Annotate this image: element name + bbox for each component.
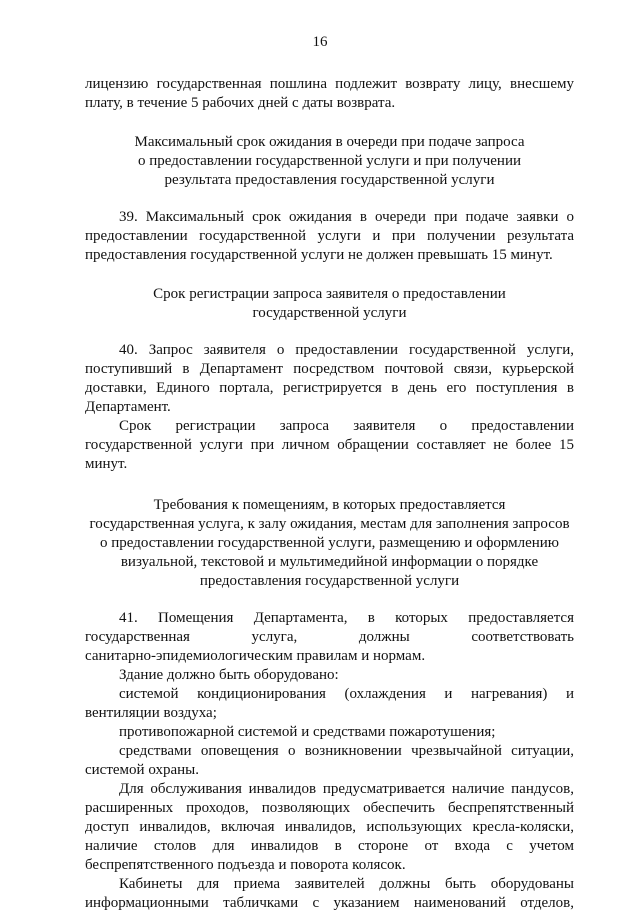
paragraph-line: предоставлении государственной услуги и при получении результата (85, 228, 574, 244)
paragraph-line: наличие столов для инвалидов в стороне от входа с учетом (85, 838, 574, 854)
paragraph-39 (85, 208, 574, 265)
heading-line: Требования к помещениям, в которых предоставляется (153, 497, 506, 513)
equipment-item-ventilation (85, 685, 574, 723)
paragraph-disabled-access (85, 780, 574, 875)
paragraph-line: поступивший в Департамент посредством почтовой связи, курьерской (85, 361, 574, 377)
heading-line: государственной услуги (252, 305, 407, 321)
heading-line: предоставления государственной услуги (199, 573, 460, 589)
heading-line: результата предоставления государственной услуги (164, 172, 495, 188)
equipment-item-alarm (85, 742, 574, 780)
paragraph-line: государственной услуги при личном обращении составляет не более 15 (85, 437, 574, 453)
paragraph-line: доступ инвалидов, включая инвалидов, использующих кресла-коляски, (85, 819, 574, 835)
paragraph-line: системой охраны. (85, 762, 199, 778)
heading-line: государственная услуга, к залу ожидания, местам для заполнения запросов (89, 516, 570, 532)
paragraph-line: минут. (85, 456, 128, 472)
paragraph-line: предоставления государственной услуги не должен превышать 15 минут. (85, 247, 553, 263)
paragraph-line: санитарно-эпидемиологическим правилам и нормам. (85, 648, 426, 664)
paragraph-cabinets (85, 875, 574, 913)
paragraph-line: системой кондиционирования (охлаждения и нагревания) и (119, 686, 574, 702)
paragraph-line: государственная услуга, должны соответствовать (85, 629, 574, 645)
paragraph-line: вентиляции воздуха; (85, 705, 217, 721)
paragraph-line: 39. Максимальный срок ожидания в очереди при подаче заявки о (119, 209, 574, 225)
paragraph-40 (85, 341, 574, 417)
paragraph-line: информационными табличками с указанием наименований отделов, (85, 895, 574, 911)
paragraph-line: доставки, Единого портала, регистрируется в день его поступления в (85, 380, 574, 396)
heading-line: Срок регистрации запроса заявителя о предоставлении (153, 286, 506, 302)
paragraph-line: Срок регистрации запроса заявителя о предоставлении (119, 418, 574, 434)
paragraph-line: Для обслуживания инвалидов предусматривается наличие пандусов, (119, 781, 574, 797)
page-content (85, 75, 574, 913)
paragraph-line: расширенных проходов, позволяющих обеспечить беспрепятственный (85, 800, 574, 816)
paragraph-line: 40. Запрос заявителя о предоставлении государственной услуги, (119, 342, 574, 358)
paragraph-40-registration-time (85, 417, 574, 474)
equipment-item-fire: противопожарной системой и средствами пожаротушения; (119, 724, 496, 740)
paragraph-line: 41. Помещения Департамента, в которых предоставляется (119, 610, 574, 626)
intro-line-1: лицензию государственная пошлина подлежит возврату лицу, внесшему (85, 76, 574, 92)
paragraph-line: Департамент. (85, 399, 171, 415)
paragraph-line: средствами оповещения о возникновении чрезвычайной ситуации, (119, 743, 574, 759)
paragraph-41 (85, 609, 574, 666)
intro-line-2: плату, в течение 5 рабочих дней с даты возврата. (85, 95, 396, 111)
heading-line: Максимальный срок ожидания в очереди при подаче запроса (134, 134, 525, 150)
paragraph-line: беспрепятственного подъезда и поворота колясок. (85, 857, 406, 873)
heading-line: о предоставлении государственной услуги, размещению и оформлению (99, 535, 560, 551)
section-heading-premises (85, 496, 574, 591)
paragraph-line: Кабинеты для приема заявителей должны быть оборудованы (119, 876, 574, 892)
page-number: 16 (312, 34, 328, 50)
section-heading-registration (85, 285, 574, 323)
section-heading-queue (85, 133, 574, 190)
heading-line: визуальной, текстовой и мультимедийной информации о порядке (120, 554, 539, 570)
equipment-intro: Здание должно быть оборудовано: (119, 667, 339, 683)
heading-line: о предоставлении государственной услуги и при получении (137, 153, 522, 169)
